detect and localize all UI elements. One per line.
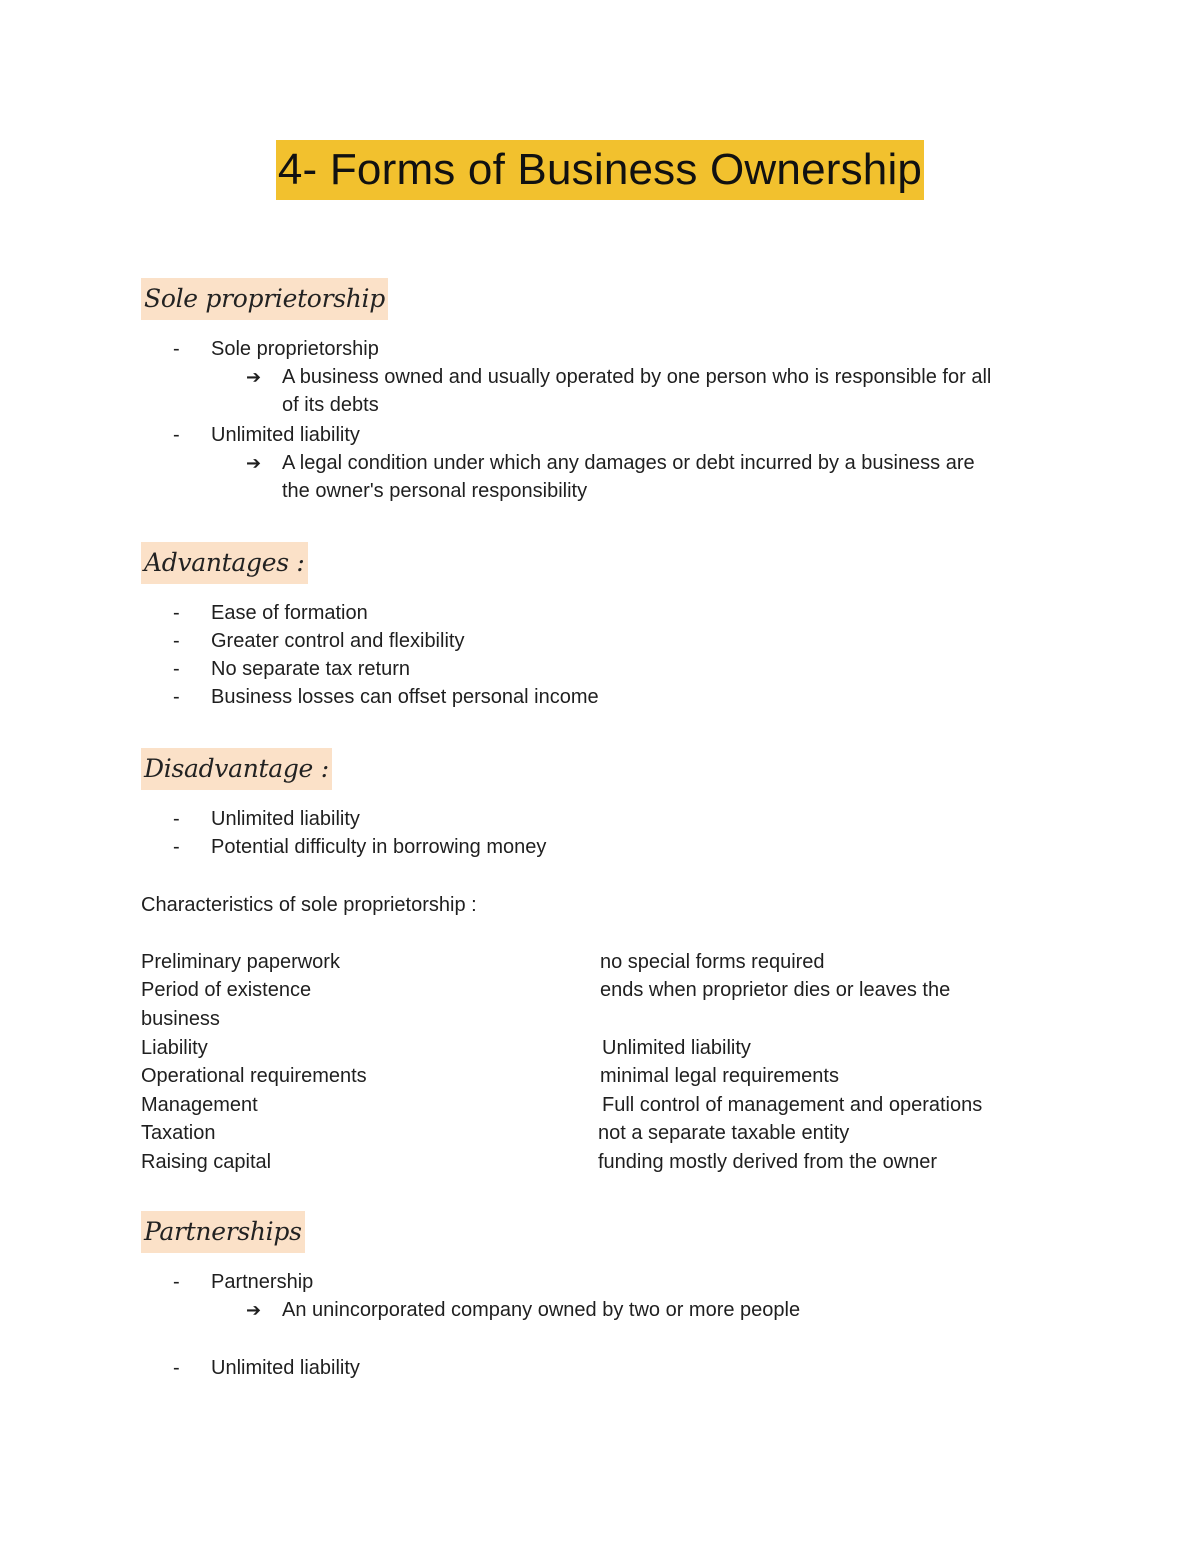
characteristic-value: Full control of management and operations bbox=[602, 1094, 983, 1116]
dash-bullet: - bbox=[173, 658, 180, 680]
characteristic-key: Liability bbox=[141, 1037, 208, 1059]
advantage-item: Business losses can offset personal income bbox=[211, 686, 599, 708]
page-title: 4- Forms of Business Ownership bbox=[276, 140, 924, 200]
dash-bullet: - bbox=[173, 808, 180, 830]
term-unlimited-liability: Unlimited liability bbox=[211, 1357, 360, 1379]
characteristic-value: Unlimited liability bbox=[602, 1037, 751, 1059]
characteristic-value: minimal legal requirements bbox=[600, 1065, 839, 1087]
term-sole-proprietorship: Sole proprietorship bbox=[211, 338, 379, 360]
characteristic-value-continued: business bbox=[141, 1008, 220, 1030]
characteristic-key: Management bbox=[141, 1094, 258, 1116]
dash-bullet: - bbox=[173, 630, 180, 652]
characteristic-value: funding mostly derived from the owner bbox=[598, 1151, 938, 1173]
dash-bullet: - bbox=[173, 686, 180, 708]
advantage-item: No separate tax return bbox=[211, 658, 410, 680]
characteristic-key: Raising capital bbox=[141, 1151, 272, 1173]
dash-bullet: - bbox=[173, 602, 180, 624]
definition-line: the owner's personal responsibility bbox=[282, 480, 588, 502]
characteristic-value: ends when proprietor dies or leaves the bbox=[600, 979, 951, 1001]
characteristics-label: Characteristics of sole proprietorship : bbox=[141, 894, 477, 916]
dash-bullet: - bbox=[173, 424, 180, 446]
title-wrap bbox=[0, 140, 1200, 200]
advantage-item: Ease of formation bbox=[211, 602, 368, 624]
dash-bullet: - bbox=[173, 1357, 180, 1379]
heading-partnerships: Partnerships bbox=[141, 1211, 305, 1253]
heading-sole-proprietorship: Sole proprietorship bbox=[141, 278, 388, 320]
heading-disadvantage: Disadvantage : bbox=[141, 748, 332, 790]
disadvantage-item: Unlimited liability bbox=[211, 808, 360, 830]
definition-line: A legal condition under which any damages or debt incurred by a business are bbox=[282, 452, 975, 474]
characteristic-key: Period of existence bbox=[141, 979, 312, 1001]
definition-line: A business owned and usually operated by one person who is responsible for all bbox=[282, 366, 992, 388]
dash-bullet: - bbox=[173, 338, 180, 360]
advantage-item: Greater control and flexibility bbox=[211, 630, 465, 652]
arrow-bullet-icon: ➔ bbox=[246, 367, 262, 387]
disadvantage-item: Potential difficulty in borrowing money bbox=[211, 836, 547, 858]
characteristic-key: Taxation bbox=[141, 1122, 216, 1144]
term-partnership: Partnership bbox=[211, 1271, 314, 1293]
arrow-bullet-icon: ➔ bbox=[246, 453, 262, 473]
dash-bullet: - bbox=[173, 1271, 180, 1293]
characteristic-value: not a separate taxable entity bbox=[598, 1122, 850, 1144]
dash-bullet: - bbox=[173, 836, 180, 858]
characteristic-value: no special forms required bbox=[600, 951, 825, 973]
term-unlimited-liability: Unlimited liability bbox=[211, 424, 360, 446]
characteristic-key: Preliminary paperwork bbox=[141, 951, 340, 973]
characteristic-key: Operational requirements bbox=[141, 1065, 367, 1087]
definition-line: of its debts bbox=[282, 394, 379, 416]
heading-advantages: Advantages : bbox=[141, 542, 308, 584]
definition-line: An unincorporated company owned by two or more people bbox=[282, 1299, 801, 1321]
arrow-bullet-icon: ➔ bbox=[246, 1300, 262, 1320]
